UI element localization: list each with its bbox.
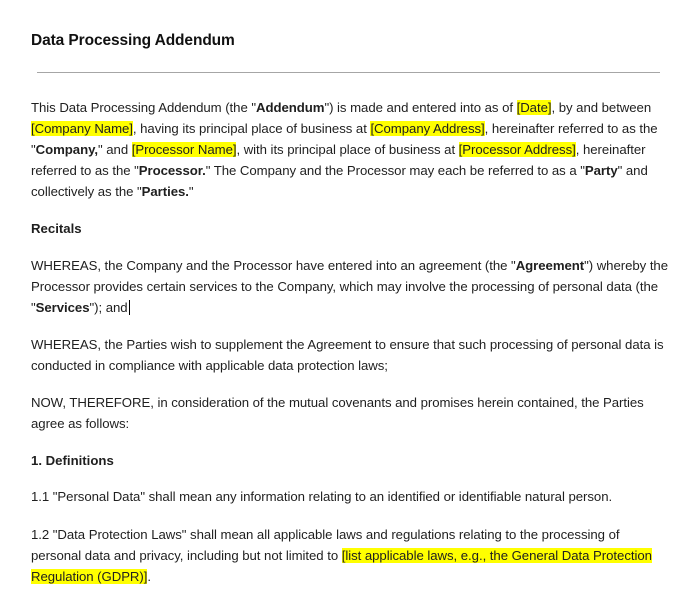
intro-text: , with its principal place of business at — [236, 142, 459, 157]
intro-text: " The Company and the Processor may each be referred to as a " — [205, 163, 585, 178]
intro-text: , having its principal place of business at — [132, 121, 371, 136]
intro-text: This Data Processing Addendum (the " — [31, 100, 256, 115]
intro-text: " and — [98, 142, 132, 157]
whereas-text: ") whereby the Processor provides certain services to the Company, which may involve the processing of personal data (the " — [31, 258, 669, 315]
defined-term-company: Company, — [35, 142, 99, 157]
defined-term-processor: Processor. — [138, 163, 206, 178]
definition-1-2[interactable] — [31, 524, 671, 587]
whereas-paragraph-1[interactable] — [31, 255, 671, 318]
intro-text: " and collectively as the " — [31, 163, 648, 199]
intro-text: " — [188, 184, 194, 199]
placeholder-processor-address[interactable]: [Processor Address] — [458, 142, 576, 157]
whereas-text: "); and — [89, 300, 128, 315]
placeholder-processor-name[interactable]: [Processor Name] — [131, 142, 237, 157]
whereas-text: WHEREAS, the Company and the Processor have entered into an agreement (the " — [31, 258, 516, 273]
intro-text: , hereinafter referred to as the " — [31, 121, 658, 157]
intro-text: ") is made and entered into as of — [324, 100, 517, 115]
definition-text: . — [147, 569, 151, 584]
placeholder-applicable-laws[interactable]: [list applicable laws, e.g., the General Data Protection Regulation (GDPR)] — [31, 548, 652, 584]
recitals-heading[interactable]: Recitals — [31, 221, 82, 236]
intro-text: , by and between — [551, 100, 652, 115]
defined-term-agreement: Agreement — [515, 258, 585, 273]
placeholder-company-address[interactable]: [Company Address] — [370, 121, 485, 136]
placeholder-company-name[interactable]: [Company Name] — [31, 121, 133, 136]
defined-term-parties: Parties. — [141, 184, 189, 199]
definitions-heading[interactable]: 1. Definitions — [31, 453, 114, 468]
defined-term-party: Party — [584, 163, 618, 178]
definition-1-1[interactable]: 1.1 "Personal Data" shall mean any information relating to an identified or identifiable natural person. — [31, 489, 613, 504]
text-cursor — [129, 300, 130, 315]
defined-term-services: Services — [35, 300, 90, 315]
placeholder-date[interactable]: [Date] — [516, 100, 552, 115]
now-therefore-paragraph[interactable]: NOW, THEREFORE, in consideration of the mutual covenants and promises herein contained, the Parties agree as follows: — [31, 395, 644, 431]
intro-text: , hereinafter referred to as the " — [31, 142, 646, 178]
horizontal-rule — [37, 72, 660, 73]
document-title[interactable]: Data Processing Addendum — [31, 32, 235, 49]
definition-text: 1.2 "Data Protection Laws" shall mean all applicable laws and regulations relating to the processing of personal data and privacy, including but not limited to — [31, 527, 620, 563]
defined-term-addendum: Addendum — [256, 100, 325, 115]
intro-paragraph[interactable] — [31, 97, 671, 202]
whereas-paragraph-2[interactable]: WHEREAS, the Parties wish to supplement the Agreement to ensure that such processing of personal data is conducted in compliance with applicable data protection laws; — [31, 337, 664, 373]
